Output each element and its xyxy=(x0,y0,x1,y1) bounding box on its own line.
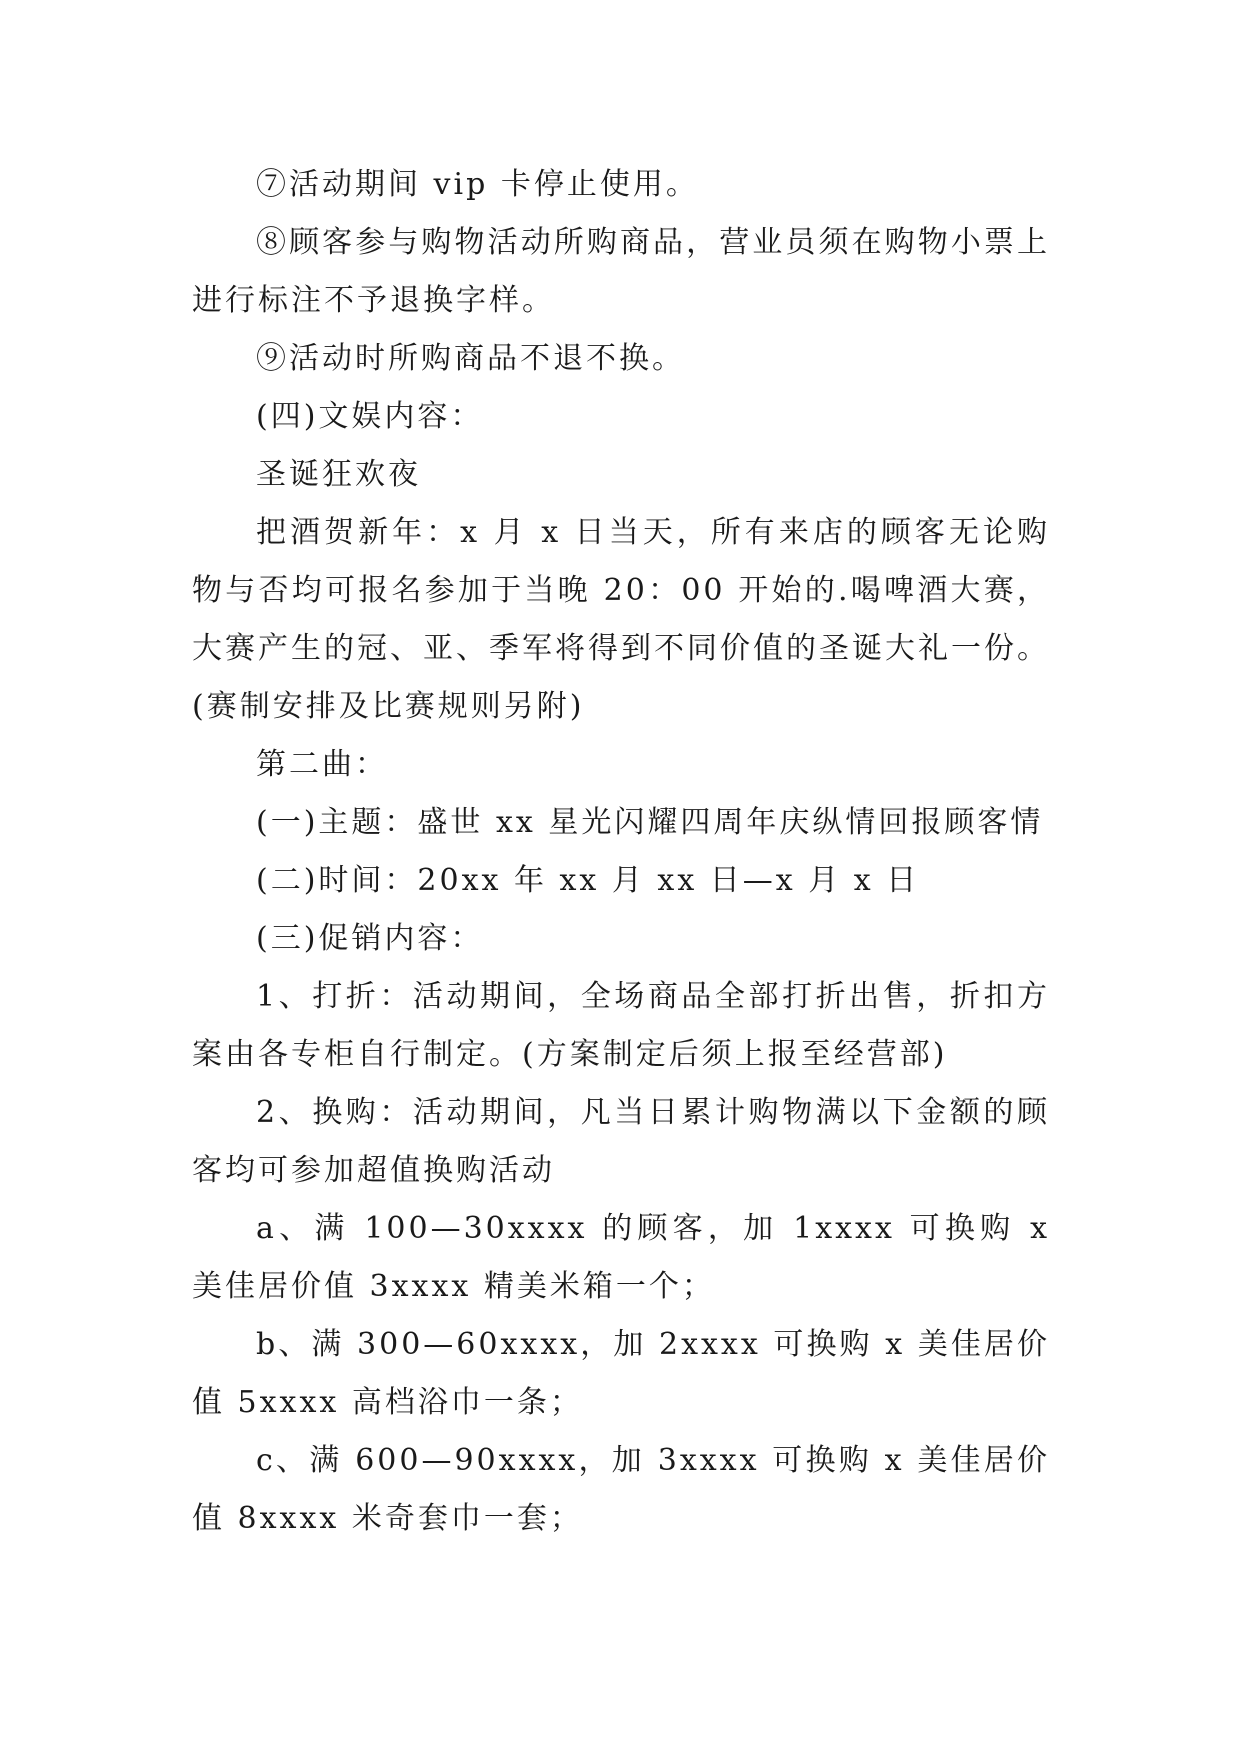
section-heading-promotion: (三)促销内容： xyxy=(256,921,484,956)
paragraph-receipt-annotation: ⑧顾客参与购物活动所购商品，营业员须在购物小票上进行标注不予退换字样。 xyxy=(192,225,1050,318)
paragraph-time: (二)时间：20xx 年 xx 月 xx 日—x 月 x 日 xyxy=(256,863,920,898)
paragraph-christmas-night: 圣诞狂欢夜 xyxy=(256,457,421,492)
section-heading-second-part: 第二曲： xyxy=(256,747,388,782)
paragraph-discount: 1、打折：活动期间，全场商品全部打折出售，折扣方案由各专柜自行制定。(方案制定后须上报至经营部) xyxy=(192,979,1050,1072)
document-body xyxy=(192,156,1050,1548)
list-item-tier-c: c、满 600—90xxxx，加 3xxxx 可换购 x 美佳居价值 8xxxx 米奇套巾一套； xyxy=(192,1443,1050,1536)
paragraph-theme: (一)主题：盛世 xx 星光闪耀四周年庆纵情回报顾客情 xyxy=(256,805,1044,840)
paragraph-vip-card-suspended: ⑦活动期间 vip 卡停止使用。 xyxy=(256,167,699,202)
list-item-tier-b: b、满 300—60xxxx，加 2xxxx 可换购 x 美佳居价值 5xxxx 高档浴巾一条； xyxy=(192,1327,1050,1420)
paragraph-beer-contest: 把酒贺新年：x 月 x 日当天，所有来店的顾客无论购物与否均可报名参加于当晚 20：00 开始的.喝啤酒大赛，大赛产生的冠、亚、季军将得到不同价值的圣诞大礼一份。(赛制安排及比赛规则另附) xyxy=(192,515,1050,724)
paragraph-exchange-purchase: 2、换购：活动期间，凡当日累计购物满以下金额的顾客均可参加超值换购活动 xyxy=(192,1095,1050,1188)
section-heading-entertainment: (四)文娱内容： xyxy=(256,399,484,434)
paragraph-no-return: ⑨活动时所购商品不退不换。 xyxy=(256,341,685,376)
list-item-tier-a: a、满 100—30xxxx 的顾客，加 1xxxx 可换购 x 美佳居价值 3xxxx 精美米箱一个； xyxy=(192,1211,1050,1304)
